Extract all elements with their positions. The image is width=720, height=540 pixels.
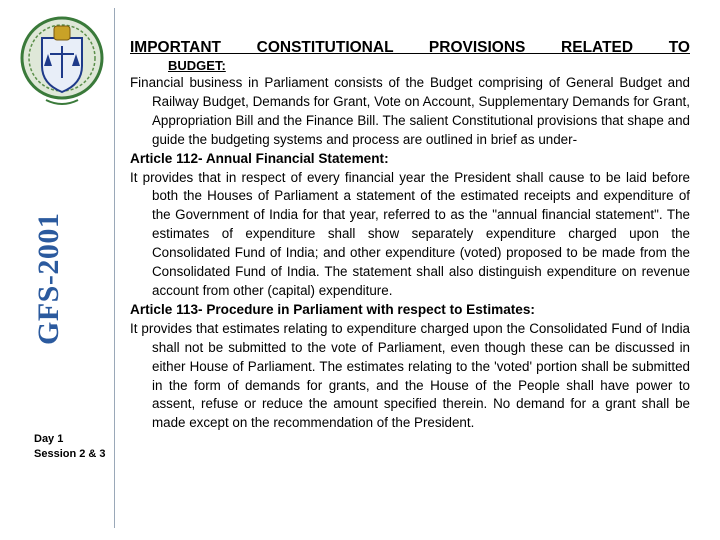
heading: IMPORTANT CONSTITUTIONAL PROVISIONS RELATED TO: [130, 39, 690, 56]
sidebar: [0, 0, 118, 540]
slide-content: [130, 38, 690, 433]
article-112-text: It provides that in respect of every financial year the President shall cause to be laid before both the Houses of Parliament a statement of the estimated receipts and expenditure of the Government of India for that year, referred to as the "annual financial statement". The estimates of expenditure shall show separately expenditure charged upon the Consolidated Fund of India; and other expenditure (voted) proposed to be made from the Consolidated Fund of India. The statement shall also distinguish expenditure on revenue account from other (capital) expenditure.: [130, 169, 690, 298]
session-label: [34, 432, 114, 462]
heading-continuation: BUDGET:: [168, 58, 226, 73]
article-112-title: Article 112- Annual Financial Statement:: [130, 150, 389, 166]
article-113-title: Article 113- Procedure in Parliament with respect to Estimates:: [130, 301, 535, 317]
emblem-icon: [20, 8, 104, 118]
intro-paragraph: Financial business in Parliament consists of the Budget comprising of General Budget and Railway Budget, Demands for Grant, Vote on Account, Supplementary Demands for Grant, Appropriation Bill and the Finance Bill. The salient Constitutional provisions that shape and guide the budgeting systems and process are outlined in brief as under-: [130, 75, 690, 147]
session-text: Day 1 Session 2 & 3: [34, 433, 106, 460]
article-113-text: It provides that estimates relating to expenditure charged upon the Consolidated Fund of India shall not be submitted to the vote of Parliament, even though these can be discussed in either House of Parliament. The estimates relating to the 'voted' portion shall be submitted in the form of demands for grants, and the House of the People shall have power to assent, refuse or reduce the amount specified therein. No demand for a grant shall be made except on the recommendation of the President.: [130, 320, 690, 431]
divider: [114, 8, 115, 528]
vertical-title: GFS-2001: [32, 212, 65, 345]
